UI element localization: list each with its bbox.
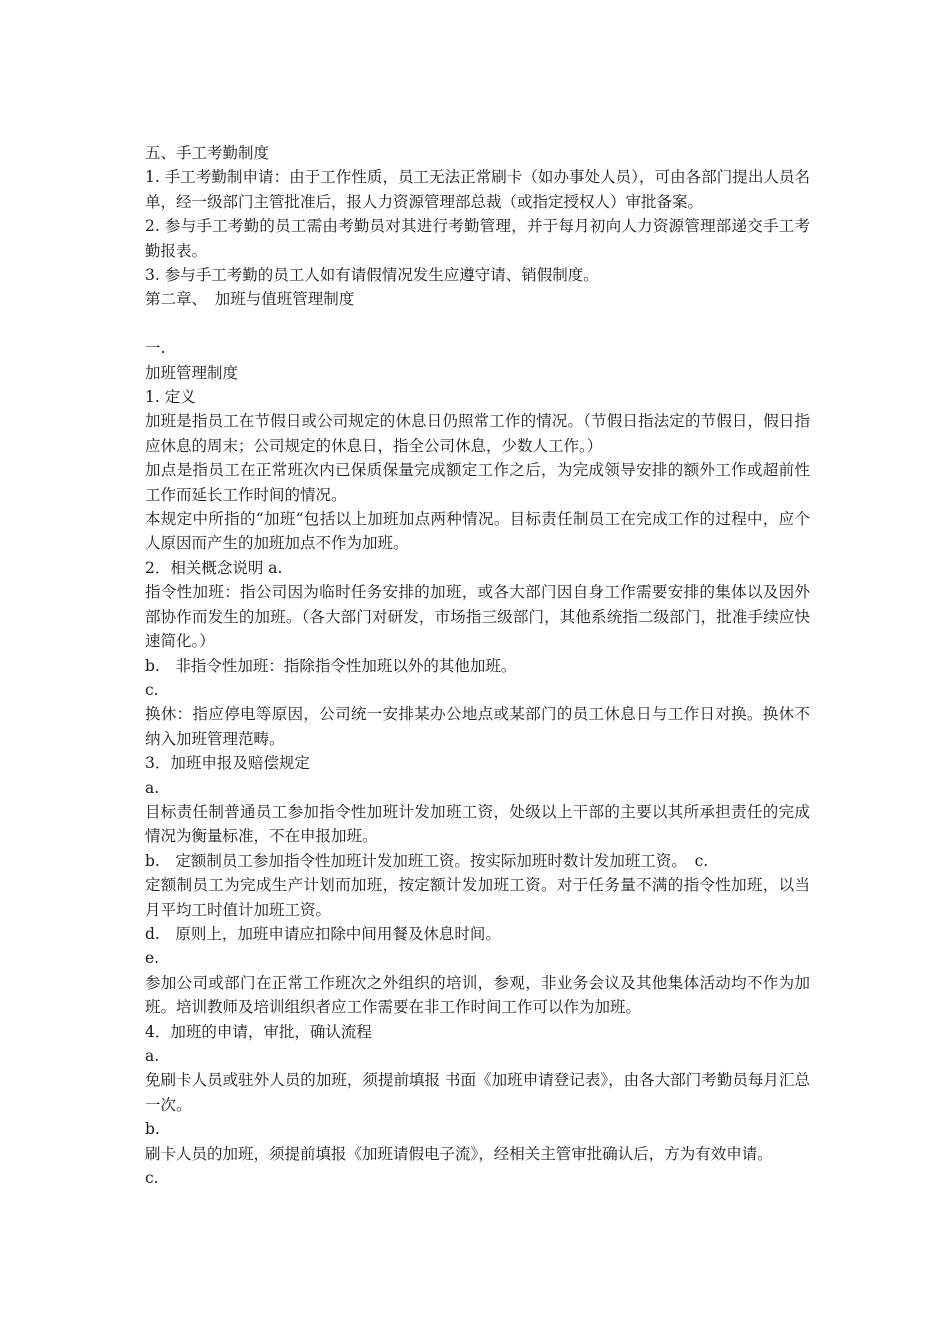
paragraph: 2. 参与手工考勤的员工需由考勤员对其进行考勤管理，并于每月初向人力资源管理部递交手工考勤报表。 (145, 217, 810, 260)
chapter-heading: 第二章、 加班与值班管理制度 (145, 290, 355, 309)
paragraph: 免刷卡人员或驻外人员的加班，须提前填报 书面《加班申请登记表》，由各大部门考勤员每月汇总一次。 (145, 1071, 810, 1114)
paragraph: 加班是指员工在节假日或公司规定的休息日仍照常工作的情况。（节假日指法定的节假日，假日指应休息的周末；公司规定的休息日，指全公司休息，少数人工作。） (145, 412, 810, 455)
paragraph: 刷卡人员的加班，须提前填报《加班请假电子流》，经相关主管审批确认后，方为有效申请。 (145, 1144, 773, 1163)
document-body (145, 141, 810, 1190)
list-marker: 一. (145, 339, 166, 358)
list-marker: a. (145, 778, 160, 797)
list-marker: c. (145, 1169, 159, 1188)
blank-line (145, 312, 810, 336)
paragraph: b. 定额制员工参加指令性加班计发加班工资。按实际加班时数计发加班工资。 c. (145, 851, 709, 870)
subsection-heading: 加班管理制度 (145, 363, 239, 382)
paragraph: 目标责任制普通员工参加指令性加班计发加班工资，处级以上干部的主要以其所承担责任的完成情况为衡量标准，不在申报加班。 (145, 802, 810, 846)
list-marker: b. (145, 1120, 160, 1139)
paragraph: 本规定中所指的“加班“包括以上加班加点两种情况。目标责任制员工在完成工作的过程中，应个人原因而产生的加班加点不作为加班。 (145, 510, 810, 553)
paragraph: 定额制员工为完成生产计划而加班，按定额计发加班工资。对于任务量不满的指令性加班，以当月平均工时值计加班工资。 (145, 876, 810, 919)
paragraph: d. 原则上，加班申请应扣除中间用餐及休息时间。 (145, 924, 501, 943)
paragraph: 换休：指应停电等原因，公司统一安排某办公地点或某部门的员工休息日与工作日对换。换休不纳入加班管理范畴。 (145, 705, 810, 748)
list-marker: a. (145, 1047, 160, 1066)
paragraph: 3. 参与手工考勤的员工人如有请假情况发生应遵守请、销假制度。 (145, 266, 599, 285)
paragraph: 1. 手工考勤制申请：由于工作性质，员工无法正常刷卡（如办事处人员），可由各部门提出人员名单，经一级部门主管批准后，报人力资源管理部总裁（或指定授权人）审批备案。 (145, 168, 810, 211)
list-marker: c. (145, 680, 159, 699)
paragraph: 指令性加班：指公司因为临时任务安排的加班，或各大部门因自身工作需要安排的集体以及因外部协作而发生的加班。（各大部门对研发，市场指三级部门，其他系统指二级部门，批准手续应快速简化。） (145, 583, 810, 651)
section-heading: 五、手工考勤制度 (145, 144, 270, 162)
paragraph: 加点是指员工在正常班次内已保质保量完成额定工作之后，为完成领导安排的额外工作或超前性工作而延长工作时间的情况。 (145, 461, 810, 504)
paragraph: 4．加班的申请，审批，确认流程 (145, 1022, 372, 1041)
list-marker: e. (145, 949, 160, 968)
paragraph: 参加公司或部门在正常工作班次之外组织的培训，参观，非业务会议及其他集体活动均不作为加班。培训教师及培训组织者应工作需要在非工作时间工作可以作为加班。 (145, 973, 810, 1017)
paragraph: 1. 定义 (145, 388, 196, 407)
paragraph: 3．加班申报及赔偿规定 (145, 754, 310, 773)
paragraph: b. 非指令性加班：指除指令性加班以外的其他加班。 (145, 656, 517, 675)
paragraph: 2．相关概念说明 a. (145, 558, 283, 577)
